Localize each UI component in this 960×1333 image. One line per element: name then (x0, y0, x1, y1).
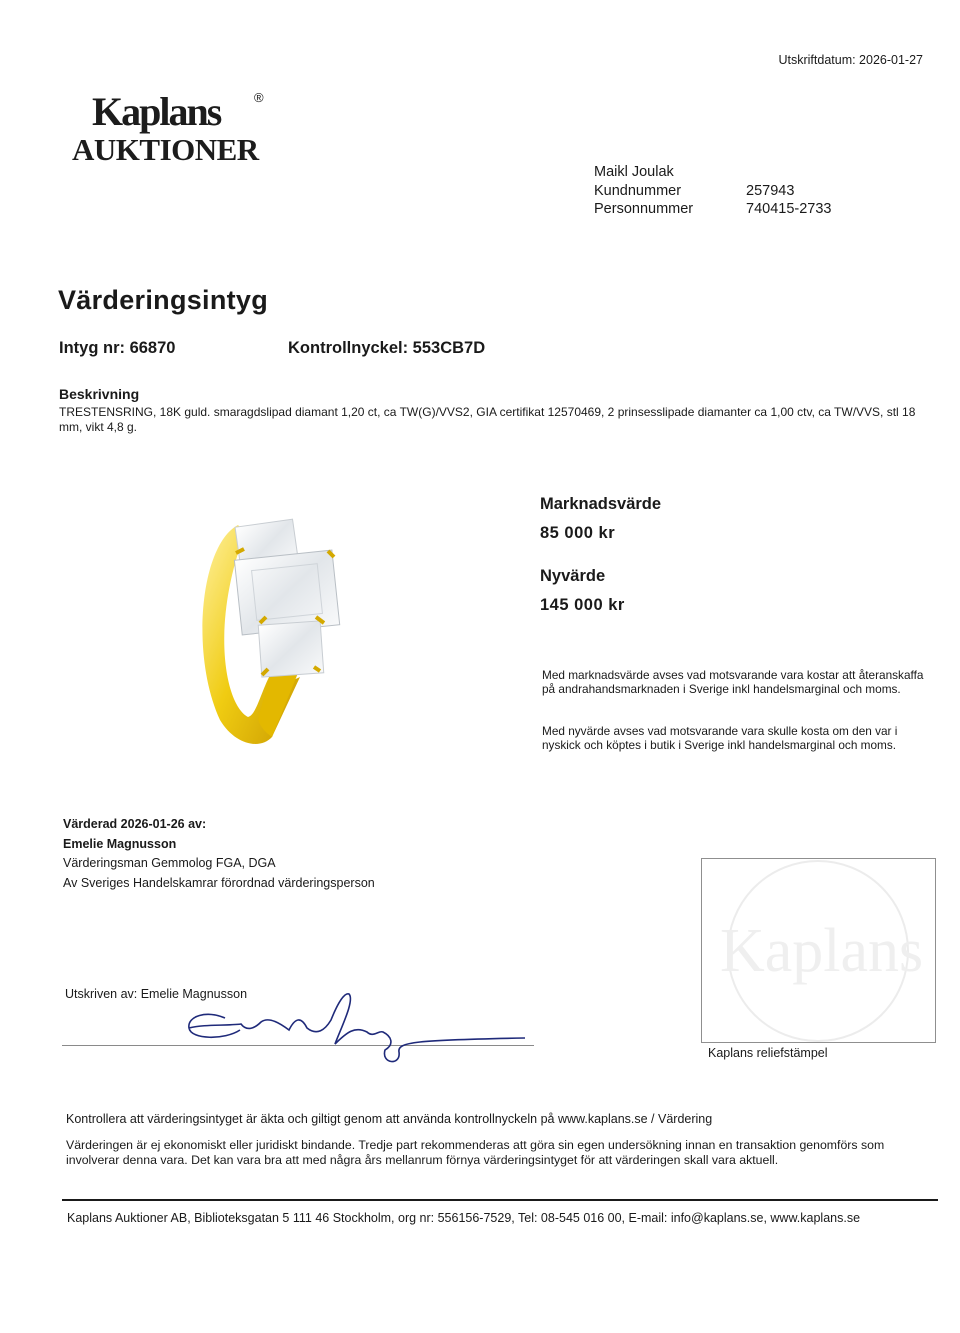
relief-stamp-area (701, 858, 936, 1043)
footer-contact: Kaplans Auktioner AB, Biblioteksgatan 5 111 46 Stockholm, org nr: 556156-7529, Tel: 08-545 016 00, E-mail: info@kaplans.se, www.kaplans.se (67, 1211, 861, 1225)
stamp-caption: Kaplans reliefstämpel (708, 1046, 828, 1060)
ring-photo (190, 505, 355, 750)
market-value-label: Marknadsvärde (540, 495, 662, 513)
appraiser-name: Emelie Magnusson (63, 836, 177, 851)
customer-field-row (594, 200, 831, 219)
logo-registered-mark: ® (254, 90, 264, 105)
personal-number-label: Personnummer (594, 201, 694, 217)
new-value-label: Nyvärde (540, 567, 606, 585)
appraiser-appointment: Av Sveriges Handelskamrar förordnad värderingsperson (63, 875, 375, 890)
kaplans-logo (72, 88, 277, 168)
personal-number-value: 740415-2733 (746, 201, 832, 217)
appraiser-info (63, 815, 375, 893)
customer-name: Maikl Joulak (594, 164, 674, 180)
new-value-block (540, 567, 625, 615)
logo-subtitle: AUKTIONER (72, 132, 259, 167)
customer-field-row (594, 182, 831, 201)
printed-by: Utskriven av: Emelie Magnusson (65, 987, 248, 1001)
footer-divider (62, 1199, 938, 1201)
certificate-number: Intyg nr: 66870 (59, 339, 176, 357)
appraiser-title: Värderingsman Gemmolog FGA, DGA (63, 856, 276, 870)
ring-shank (258, 673, 298, 737)
relief-stamp-watermark (702, 859, 935, 1042)
page-title: Värderingsintyg (58, 285, 269, 315)
description-text: TRESTENSRING, 18K guld. smaragdslipad diamant 1,20 ct, ca TW(G)/VVS2, GIA certifikat 12570469, 2 prinsesslipade diamanter ca 1,00 ctv, ca TW/VVS, stl 18 mm, vikt 4,8 g. (59, 405, 916, 434)
print-date: Utskriftdatum: 2026-01-27 (778, 53, 923, 67)
logo-wordmark: Kaplans (92, 89, 221, 134)
customer-number-label: Kundnummer (594, 182, 682, 199)
market-value-note: Med marknadsvärde avses vad motsvarande vara kostar att återanskaffa på andrahandsmarknaden i Sverige inkl handelsmarginal och moms. (542, 668, 924, 696)
market-value-amount: 85 000 kr (540, 524, 616, 542)
new-value-note: Med nyvärde avses vad motsvarande vara skulle kosta om den var i nyskick och köptes i butik i Sverige inkl handelsmarginal och moms. (542, 724, 898, 752)
control-key: Kontrollnyckel: 553CB7D (288, 339, 486, 357)
market-value-block (540, 495, 661, 543)
svg-text:Kaplans: Kaplans (720, 917, 924, 985)
signature (185, 988, 530, 1068)
new-value-amount: 145 000 kr (540, 596, 625, 614)
valued-date: Värderad 2026-01-26 av: (63, 817, 207, 831)
verification-text: Kontrollera att värderingsintyget är äkta och giltigt genom att använda kontrollnyckeln på www.kaplans.se / Värdering (66, 1112, 713, 1126)
customer-number-value: 257943 (746, 182, 795, 199)
customer-info (594, 163, 831, 219)
disclaimer-text: Värderingen är ej ekonomiskt eller juridiskt bindande. Tredje part rekommenderas att göra sin egen undersökning innan en transaktion genomförs som involverar denna vara. Det kan vara bra att med några års mellanrum förnya värderingsintyget för att värderingen skall vara aktuell. (66, 1138, 885, 1167)
description-heading: Beskrivning (59, 386, 140, 402)
